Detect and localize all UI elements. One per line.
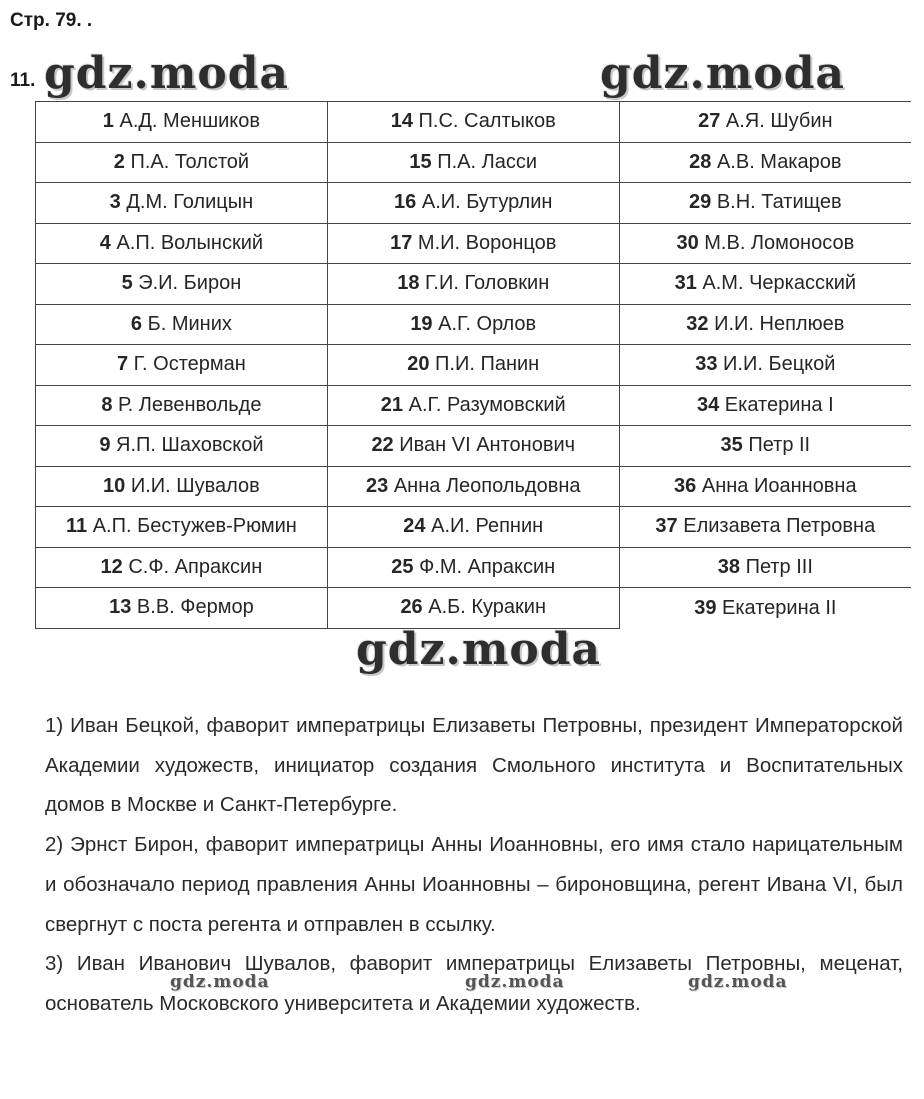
entry-name: Э.И. Бирон — [138, 272, 242, 295]
entry-name: Г.И. Головкин — [425, 272, 550, 295]
answer-paragraph: 3) Иван Иванович Шувалов, фаворит императрицы Елизаветы Петровны, меценат, основатель Московского университета и Академии художеств. — [45, 952, 903, 1015]
entry-name: Анна Леопольдовна — [393, 474, 581, 497]
name-cell — [36, 547, 328, 588]
entry-number: 39 — [694, 596, 717, 619]
entry-number: 37 — [655, 515, 678, 538]
entry-number: 30 — [676, 231, 699, 254]
entry-number: 25 — [391, 555, 414, 578]
table-row — [36, 304, 912, 345]
name-cell — [36, 588, 328, 629]
name-cell — [619, 588, 911, 629]
entry-number: 8 — [101, 393, 113, 416]
entry-number: 27 — [698, 110, 721, 133]
page-reference: Стр. 79. . — [10, 10, 93, 31]
name-cell — [619, 385, 911, 426]
entry-number: 14 — [390, 110, 413, 133]
table-row — [36, 102, 912, 143]
table-row — [36, 345, 912, 386]
table-row — [36, 507, 912, 548]
entry-name: А.И. Бутурлин — [421, 191, 553, 214]
entry-name: Петр II — [748, 434, 811, 457]
name-cell — [327, 385, 619, 426]
names-table — [35, 101, 911, 629]
name-cell — [327, 507, 619, 548]
entry-number: 32 — [686, 312, 709, 335]
entry-number: 11 — [65, 515, 88, 538]
name-cell — [327, 466, 619, 507]
entry-number: 12 — [100, 555, 123, 578]
entry-number: 22 — [371, 434, 394, 457]
table-row — [36, 385, 912, 426]
name-cell — [619, 183, 911, 224]
name-cell — [327, 183, 619, 224]
entry-name: А.Г. Орлов — [438, 312, 537, 335]
entry-number: 33 — [695, 353, 718, 376]
entry-name: М.И. Воронцов — [417, 231, 557, 254]
entry-name: Анна Иоанновна — [701, 474, 857, 497]
name-cell — [36, 466, 328, 507]
name-cell — [327, 264, 619, 305]
name-cell — [36, 142, 328, 183]
entry-name: С.Ф. Апраксин — [128, 555, 263, 578]
entry-name: Я.П. Шаховской — [116, 434, 264, 457]
name-cell — [36, 183, 328, 224]
entry-name: Петр III — [745, 555, 813, 578]
task-number: 11. — [10, 70, 36, 91]
entry-name: А.Б. Куракин — [428, 596, 547, 619]
table-row — [36, 264, 912, 305]
entry-number: 29 — [689, 191, 712, 214]
name-cell — [327, 223, 619, 264]
entry-name: Елизавета Петровна — [683, 515, 876, 538]
table-row — [36, 183, 912, 224]
watermark-logo-small: gdz.moda — [688, 972, 788, 992]
entry-name: А.М. Черкасский — [702, 272, 857, 295]
watermark-logo: gdz.moda — [356, 624, 602, 675]
entry-name: В.Н. Татищев — [716, 191, 842, 214]
entry-name: П.И. Панин — [435, 353, 540, 376]
entry-name: И.И. Бецкой — [723, 353, 836, 376]
entry-name: И.И. Шувалов — [130, 474, 260, 497]
name-cell — [327, 547, 619, 588]
name-cell — [327, 345, 619, 386]
name-cell — [619, 547, 911, 588]
entry-name: А.Г. Разумовский — [408, 393, 566, 416]
entry-number: 2 — [113, 150, 125, 173]
entry-number: 31 — [674, 272, 697, 295]
name-cell — [619, 142, 911, 183]
name-cell — [619, 102, 911, 143]
name-cell — [327, 588, 619, 629]
name-cell — [36, 102, 328, 143]
name-cell — [36, 223, 328, 264]
entry-number: 15 — [409, 150, 432, 173]
table-row — [36, 547, 912, 588]
entry-name: М.В. Ломоносов — [704, 231, 855, 254]
entry-name: А.П. Волынский — [116, 231, 264, 254]
entry-number: 34 — [696, 393, 720, 416]
entry-number: 38 — [717, 555, 740, 578]
entry-name: Екатерина I — [724, 393, 834, 416]
watermark-logo: gdz.moda — [44, 48, 290, 99]
entry-number: 4 — [99, 231, 111, 254]
entry-number: 24 — [403, 515, 426, 538]
name-cell — [619, 466, 911, 507]
entry-name: А.П. Бестужев-Рюмин — [92, 515, 297, 538]
entry-number: 1 — [102, 110, 114, 133]
name-cell — [327, 142, 619, 183]
name-cell — [36, 264, 328, 305]
table-row — [36, 588, 912, 629]
entry-number: 23 — [366, 474, 389, 497]
name-cell — [327, 102, 619, 143]
entry-name: Ф.М. Апраксин — [419, 555, 556, 578]
table-row — [36, 223, 912, 264]
watermark-logo-small: gdz.moda — [465, 972, 565, 992]
name-cell — [36, 385, 328, 426]
entry-number: 21 — [380, 393, 404, 416]
name-cell — [36, 426, 328, 467]
entry-name: А.Д. Меншиков — [119, 110, 261, 133]
name-cell — [327, 426, 619, 467]
entry-name: И.И. Неплюев — [714, 312, 845, 335]
entry-number: 16 — [394, 191, 417, 214]
entry-number: 17 — [390, 231, 413, 254]
entry-number: 9 — [99, 434, 111, 457]
table-row — [36, 142, 912, 183]
entry-number: 3 — [109, 191, 121, 214]
entry-name: А.Я. Шубин — [725, 110, 833, 133]
entry-name: В.В. Фермор — [136, 596, 254, 619]
entry-name: Б. Миних — [147, 312, 232, 335]
name-cell — [36, 507, 328, 548]
entry-number: 28 — [689, 150, 712, 173]
table-row — [36, 466, 912, 507]
entry-number: 35 — [720, 434, 743, 457]
entry-name: П.А. Ласси — [437, 150, 538, 173]
entry-number: 5 — [121, 272, 133, 295]
entry-number: 13 — [109, 596, 132, 619]
name-cell — [619, 345, 911, 386]
entry-name: Иван VI Антонович — [399, 434, 576, 457]
entry-name: Екатерина II — [722, 596, 837, 619]
name-cell — [619, 264, 911, 305]
name-cell — [327, 304, 619, 345]
name-cell — [619, 223, 911, 264]
name-cell — [619, 507, 911, 548]
entry-name: Д.М. Голицын — [126, 191, 254, 214]
entry-number: 7 — [116, 353, 129, 376]
entry-number: 20 — [407, 353, 430, 376]
entry-name: А.В. Макаров — [716, 150, 842, 173]
table-row — [36, 426, 912, 467]
entry-number: 10 — [103, 474, 126, 497]
entry-name: П.С. Салтыков — [418, 110, 556, 133]
entry-number: 18 — [397, 272, 420, 295]
entry-name: Р. Левенвольде — [118, 393, 262, 416]
name-cell — [36, 345, 328, 386]
entry-name: П.А. Толстой — [130, 150, 250, 173]
answer-paragraph: 2) Эрнст Бирон, фаворит императрицы Анны Иоанновны, его имя стало нарицательным и обозначало период правления Анны Иоанновны – бироновщина, регент Ивана VI, был свергнут с поста регента и отправлен в ссылку. — [45, 833, 903, 936]
entry-name: Г. Остерман — [133, 353, 246, 376]
name-cell — [619, 304, 911, 345]
entry-number: 6 — [130, 312, 143, 335]
watermark-logo-small: gdz.moda — [170, 972, 270, 992]
entry-number: 26 — [400, 596, 423, 619]
entry-name: А.И. Репнин — [431, 515, 544, 538]
watermark-logo: gdz.moda — [600, 48, 846, 99]
answer-paragraph: 1) Иван Бецкой, фаворит императрицы Елизаветы Петровны, президент Императорской Академии художеств, инициатор создания Смольного института и Воспитательных домов в Москве и Санкт-Петербурге. — [45, 714, 903, 817]
entry-number: 36 — [674, 474, 697, 497]
name-cell — [36, 304, 328, 345]
entry-number: 19 — [410, 312, 433, 335]
name-cell — [619, 426, 911, 467]
